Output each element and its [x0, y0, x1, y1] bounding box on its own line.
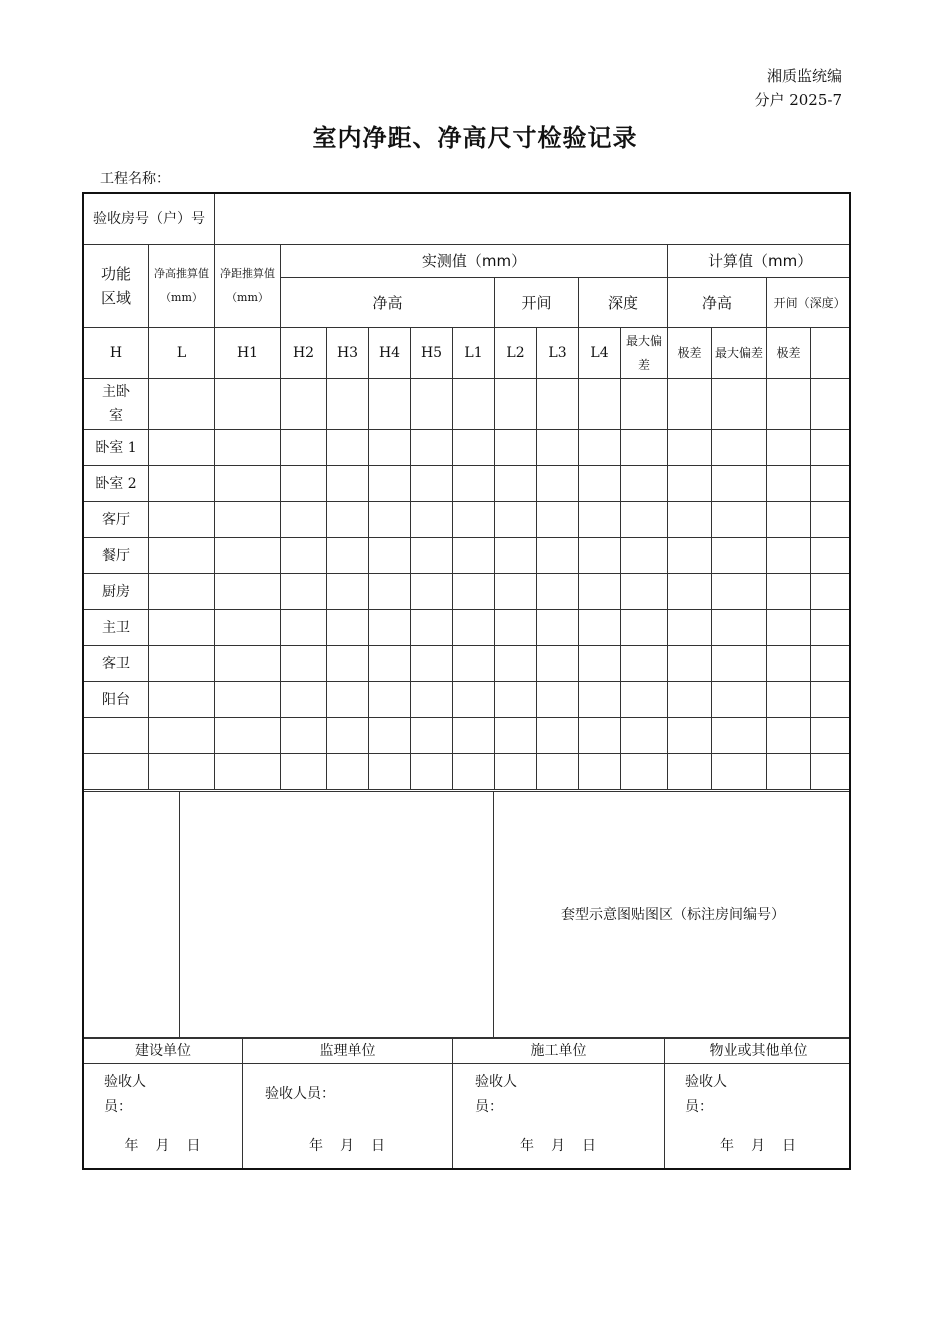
table-row: [84, 538, 852, 574]
value-cell[interactable]: [281, 430, 327, 466]
value-cell[interactable]: [281, 682, 327, 718]
inspector-label: 验收人员：: [475, 1074, 517, 1115]
value-cell[interactable]: [495, 430, 537, 466]
value-cell[interactable]: [537, 646, 579, 682]
value-cell[interactable]: [149, 646, 215, 682]
signature-date: 年 月 日: [520, 1138, 597, 1154]
computed-net-height-label: 净高: [668, 278, 767, 328]
value-cell[interactable]: [149, 466, 215, 502]
value-cell[interactable]: [327, 502, 369, 538]
value-cell[interactable]: [215, 538, 281, 574]
value-cell[interactable]: [369, 682, 411, 718]
value-cell[interactable]: [495, 538, 537, 574]
value-cell[interactable]: [621, 538, 668, 574]
inspector-label: 验收人员：: [265, 1086, 335, 1102]
value-cell[interactable]: [453, 379, 495, 430]
value-cell[interactable]: [453, 538, 495, 574]
value-cell[interactable]: [712, 379, 767, 430]
value-cell[interactable]: [411, 610, 453, 646]
code-cell: H: [84, 328, 149, 379]
code-cell: L4: [579, 328, 621, 379]
value-cell[interactable]: [149, 430, 215, 466]
value-cell[interactable]: [811, 502, 852, 538]
value-cell[interactable]: [811, 754, 852, 790]
measured-label: 实测值（mm）: [281, 245, 668, 278]
value-cell[interactable]: [537, 538, 579, 574]
distance-calc-label: 净距推算值（mm）: [215, 245, 281, 328]
value-cell[interactable]: [537, 718, 579, 754]
value-cell[interactable]: [453, 754, 495, 790]
value-cell[interactable]: [281, 718, 327, 754]
value-cell[interactable]: [149, 718, 215, 754]
value-cell[interactable]: [811, 646, 852, 682]
value-cell[interactable]: [327, 430, 369, 466]
value-cell[interactable]: [281, 538, 327, 574]
value-cell[interactable]: [495, 718, 537, 754]
net-height-label: 净高: [281, 278, 495, 328]
value-cell[interactable]: [327, 610, 369, 646]
value-cell[interactable]: [453, 610, 495, 646]
room-name: 餐厅: [84, 538, 149, 574]
value-cell[interactable]: [811, 610, 852, 646]
value-cell[interactable]: [327, 538, 369, 574]
value-cell[interactable]: [767, 574, 811, 610]
max-deviation-label: 最大偏差: [621, 328, 668, 379]
table-row: [84, 610, 852, 646]
value-cell[interactable]: [495, 646, 537, 682]
value-cell[interactable]: [327, 718, 369, 754]
value-cell[interactable]: [411, 538, 453, 574]
room-name: 卧室 1: [84, 430, 149, 466]
inspector-label: 验收人员：: [685, 1074, 727, 1115]
value-cell[interactable]: [495, 466, 537, 502]
table-row: [84, 646, 852, 682]
value-cell[interactable]: [411, 682, 453, 718]
value-cell[interactable]: [621, 610, 668, 646]
value-cell[interactable]: [579, 754, 621, 790]
table-row: [84, 574, 852, 610]
value-cell[interactable]: [327, 682, 369, 718]
value-cell[interactable]: [668, 430, 712, 466]
value-cell[interactable]: [281, 574, 327, 610]
header-row-1: [84, 245, 852, 278]
value-cell[interactable]: [668, 466, 712, 502]
value-cell[interactable]: [668, 754, 712, 790]
room-name: 卧室 2: [84, 466, 149, 502]
value-cell[interactable]: [281, 754, 327, 790]
value-cell[interactable]: [215, 682, 281, 718]
value-cell[interactable]: [327, 646, 369, 682]
value-cell[interactable]: [767, 379, 811, 430]
function-area-label: 功能区域: [84, 245, 149, 328]
value-cell[interactable]: [369, 379, 411, 430]
value-cell[interactable]: [537, 610, 579, 646]
room-name: [84, 718, 149, 754]
diagram-area: [83, 791, 851, 1039]
form-code: 湘质监统编: [766, 67, 842, 85]
value-cell[interactable]: [215, 646, 281, 682]
value-cell[interactable]: [149, 682, 215, 718]
value-cell[interactable]: [495, 574, 537, 610]
signature-cell[interactable]: [84, 1064, 243, 1171]
value-cell[interactable]: [215, 754, 281, 790]
unit-supervision: 监理单位: [243, 1038, 453, 1064]
value-cell[interactable]: [215, 610, 281, 646]
code-cell: H2: [281, 328, 327, 379]
room-number-label: 验收房号（户）号: [84, 194, 215, 245]
value-cell[interactable]: [149, 379, 215, 430]
table-row: [84, 754, 852, 790]
table-row: [84, 682, 852, 718]
inspector-label: 验收人员：: [104, 1074, 146, 1115]
form-frame: [82, 192, 851, 1170]
value-cell[interactable]: [712, 718, 767, 754]
room-number-row: [84, 194, 852, 245]
value-cell[interactable]: [621, 430, 668, 466]
max-deviation-label: 最大偏差: [712, 328, 767, 379]
value-cell[interactable]: [411, 502, 453, 538]
room-number-field[interactable]: [215, 194, 852, 245]
value-cell[interactable]: [369, 610, 411, 646]
signature-table: [83, 1037, 851, 1170]
value-cell[interactable]: [668, 379, 712, 430]
value-cell[interactable]: [327, 379, 369, 430]
value-cell[interactable]: [215, 379, 281, 430]
signature-cell[interactable]: [243, 1064, 453, 1171]
room-rows: [84, 379, 852, 790]
value-cell[interactable]: [281, 466, 327, 502]
value-cell[interactable]: [811, 718, 852, 754]
code-cell: H4: [369, 328, 411, 379]
range-label: 极差: [668, 328, 712, 379]
value-cell[interactable]: [712, 682, 767, 718]
value-cell[interactable]: [767, 682, 811, 718]
value-cell[interactable]: [811, 538, 852, 574]
signature-cell[interactable]: [453, 1064, 665, 1171]
value-cell[interactable]: [281, 502, 327, 538]
signature-header-row: [84, 1038, 852, 1064]
value-cell[interactable]: [215, 718, 281, 754]
value-cell[interactable]: [767, 754, 811, 790]
header-row-3: [84, 328, 852, 379]
value-cell[interactable]: [668, 682, 712, 718]
value-cell[interactable]: [712, 430, 767, 466]
value-cell[interactable]: [767, 466, 811, 502]
signature-cell[interactable]: [665, 1064, 852, 1171]
value-cell[interactable]: [215, 502, 281, 538]
value-cell[interactable]: [621, 574, 668, 610]
value-cell[interactable]: [537, 754, 579, 790]
value-cell[interactable]: [369, 574, 411, 610]
value-cell[interactable]: [621, 379, 668, 430]
value-cell[interactable]: [453, 682, 495, 718]
table-row: [84, 502, 852, 538]
value-cell[interactable]: [369, 502, 411, 538]
room-name: 主卫: [84, 610, 149, 646]
code-cell: L2: [495, 328, 537, 379]
value-cell[interactable]: [281, 646, 327, 682]
code-cell: L: [149, 328, 215, 379]
code-cell: L1: [453, 328, 495, 379]
room-name: 客卫: [84, 646, 149, 682]
value-cell[interactable]: [668, 574, 712, 610]
value-cell[interactable]: [579, 574, 621, 610]
value-cell[interactable]: [621, 682, 668, 718]
value-cell[interactable]: [495, 610, 537, 646]
value-cell[interactable]: [668, 538, 712, 574]
value-cell[interactable]: [668, 646, 712, 682]
value-cell[interactable]: [149, 610, 215, 646]
unit-property: 物业或其他单位: [665, 1038, 852, 1064]
depth-label: 深度: [579, 278, 668, 328]
value-cell[interactable]: [621, 646, 668, 682]
value-cell[interactable]: [712, 502, 767, 538]
value-cell[interactable]: [668, 502, 712, 538]
range-label: 极差: [767, 328, 811, 379]
diagram-paste-area[interactable]: 套型示意图贴图区（标注房间编号）: [494, 792, 852, 1039]
diagram-blank-middle[interactable]: [180, 792, 494, 1039]
value-cell[interactable]: [579, 538, 621, 574]
value-cell[interactable]: [579, 466, 621, 502]
value-cell[interactable]: [537, 430, 579, 466]
value-cell[interactable]: [215, 430, 281, 466]
value-cell[interactable]: [411, 574, 453, 610]
value-cell[interactable]: [453, 646, 495, 682]
inspection-table: [83, 193, 851, 790]
value-cell[interactable]: [811, 379, 852, 430]
value-cell[interactable]: [712, 574, 767, 610]
value-cell[interactable]: [537, 466, 579, 502]
value-cell[interactable]: [579, 430, 621, 466]
value-cell[interactable]: [767, 538, 811, 574]
value-cell[interactable]: [712, 754, 767, 790]
room-name: 阳台: [84, 682, 149, 718]
room-name: 主卧室: [84, 379, 149, 430]
value-cell[interactable]: [495, 682, 537, 718]
value-cell[interactable]: [327, 466, 369, 502]
value-cell[interactable]: [149, 574, 215, 610]
value-cell[interactable]: [621, 754, 668, 790]
value-cell[interactable]: [369, 538, 411, 574]
value-cell[interactable]: [411, 718, 453, 754]
value-cell[interactable]: [579, 379, 621, 430]
value-cell[interactable]: [712, 610, 767, 646]
signature-date: 年 月 日: [124, 1138, 202, 1154]
value-cell[interactable]: [149, 754, 215, 790]
room-name: 厨房: [84, 574, 149, 610]
value-cell[interactable]: [327, 754, 369, 790]
value-cell[interactable]: [668, 610, 712, 646]
value-cell[interactable]: [537, 682, 579, 718]
unit-contractor: 施工单位: [453, 1038, 665, 1064]
value-cell[interactable]: [621, 466, 668, 502]
value-cell[interactable]: [712, 466, 767, 502]
value-cell[interactable]: [811, 574, 852, 610]
code-cell: L3: [537, 328, 579, 379]
value-cell[interactable]: [811, 466, 852, 502]
code-cell: H5: [411, 328, 453, 379]
project-name-label: 工程名称：: [100, 171, 170, 187]
table-row: [84, 430, 852, 466]
value-cell[interactable]: [668, 718, 712, 754]
value-cell[interactable]: [215, 574, 281, 610]
page-title: 室内净距、净高尺寸检验记录: [312, 124, 638, 152]
computed-bay-label: 开间（深度）: [767, 278, 852, 328]
form-number: 分户 2025-7: [754, 91, 842, 109]
code-cell: H1: [215, 328, 281, 379]
value-cell[interactable]: [453, 430, 495, 466]
signature-date: 年 月 日: [720, 1138, 797, 1154]
room-name: 客厅: [84, 502, 149, 538]
computed-label: 计算值（mm）: [668, 245, 852, 278]
value-cell[interactable]: [579, 610, 621, 646]
value-cell[interactable]: [621, 502, 668, 538]
value-cell[interactable]: [281, 379, 327, 430]
value-cell[interactable]: [579, 646, 621, 682]
value-cell[interactable]: [712, 646, 767, 682]
value-cell[interactable]: [495, 502, 537, 538]
value-cell[interactable]: [537, 379, 579, 430]
table-row: [84, 379, 852, 430]
code-cell: H3: [327, 328, 369, 379]
height-calc-label: 净高推算值（mm）: [149, 245, 215, 328]
value-cell[interactable]: [411, 466, 453, 502]
value-cell[interactable]: [621, 718, 668, 754]
value-cell[interactable]: [327, 574, 369, 610]
value-cell[interactable]: [579, 718, 621, 754]
value-cell[interactable]: [811, 430, 852, 466]
value-cell[interactable]: [149, 538, 215, 574]
value-cell[interactable]: [411, 379, 453, 430]
value-cell[interactable]: [537, 574, 579, 610]
table-row: [84, 718, 852, 754]
value-cell[interactable]: [149, 502, 215, 538]
value-cell[interactable]: [453, 502, 495, 538]
bay-label: 开间: [495, 278, 579, 328]
value-cell[interactable]: [495, 754, 537, 790]
diagram-blank-left[interactable]: [84, 792, 180, 1039]
value-cell[interactable]: [369, 430, 411, 466]
signature-row: [84, 1064, 852, 1171]
value-cell[interactable]: [579, 682, 621, 718]
value-cell[interactable]: [369, 754, 411, 790]
value-cell[interactable]: [767, 502, 811, 538]
value-cell[interactable]: [767, 646, 811, 682]
room-name: [84, 754, 149, 790]
value-cell[interactable]: [453, 466, 495, 502]
value-cell[interactable]: [767, 610, 811, 646]
signature-date: 年 月 日: [309, 1138, 386, 1154]
value-cell[interactable]: [215, 466, 281, 502]
value-cell[interactable]: [281, 610, 327, 646]
value-cell[interactable]: [411, 430, 453, 466]
value-cell[interactable]: [369, 718, 411, 754]
value-cell[interactable]: [453, 574, 495, 610]
value-cell[interactable]: [767, 718, 811, 754]
value-cell[interactable]: [495, 379, 537, 430]
value-cell[interactable]: [369, 466, 411, 502]
value-cell[interactable]: [411, 646, 453, 682]
value-cell[interactable]: [579, 502, 621, 538]
value-cell[interactable]: [712, 538, 767, 574]
value-cell[interactable]: [537, 502, 579, 538]
value-cell[interactable]: [411, 754, 453, 790]
value-cell[interactable]: [369, 646, 411, 682]
value-cell[interactable]: [811, 682, 852, 718]
value-cell[interactable]: [767, 430, 811, 466]
unit-construction: 建设单位: [84, 1038, 243, 1064]
value-cell[interactable]: [453, 718, 495, 754]
table-row: [84, 466, 852, 502]
